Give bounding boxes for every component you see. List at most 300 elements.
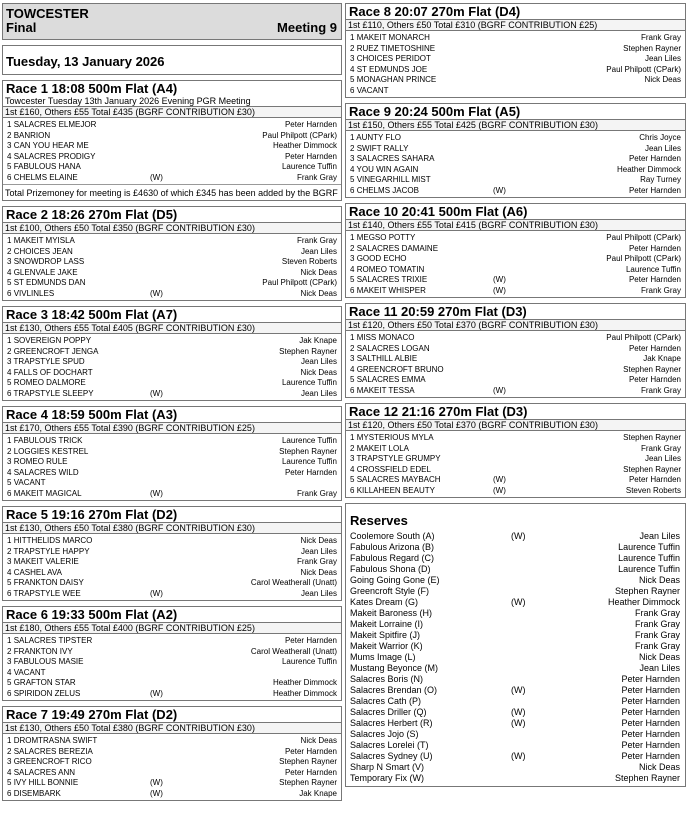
trap-number: 6 [350, 485, 355, 495]
trap-number: 3 [7, 457, 12, 466]
trap-number: 1 [7, 736, 12, 745]
runner-dog [7, 489, 82, 500]
trainer-name: Heather Dimmock [272, 688, 337, 698]
trap-number: 3 [7, 757, 12, 766]
runner-dog [7, 578, 84, 589]
runner-list [3, 534, 341, 600]
trainer-name: Peter Harnden [621, 707, 680, 717]
runner-row [5, 278, 339, 289]
trainer-name: Laurence Tuffin [281, 457, 337, 466]
trainer-name: Nick Deas [300, 288, 337, 298]
trap-number: 1 [350, 233, 355, 242]
withdrawn-marker: (W) [511, 685, 526, 695]
reserve-dog: Makeit Warrior (K) [350, 641, 423, 651]
race-card [2, 406, 342, 501]
runner-dog [7, 162, 81, 173]
trap-number: 4 [7, 667, 12, 677]
dog-name: SWIFT RALLY [356, 143, 409, 153]
reserve-row [349, 553, 682, 564]
runner-dog [7, 636, 92, 647]
runner-dog [350, 386, 415, 397]
runner-row [5, 647, 339, 658]
dog-name: IVY HILL BONNIE [13, 778, 79, 787]
runner-row [348, 86, 683, 97]
trainer-name: Nick Deas [638, 762, 680, 772]
runner-row [348, 475, 683, 486]
trap-number: 4 [350, 164, 355, 174]
runner-dog [7, 778, 78, 789]
trainer-name: Peter Harnden [628, 475, 681, 484]
runner-dog [7, 468, 79, 479]
withdrawn-marker: (W) [493, 485, 506, 495]
dog-name: VINEGARHILL MIST [356, 175, 431, 184]
runner-row [348, 75, 683, 86]
dog-name: SOVEREIGN POPPY [13, 336, 92, 345]
runner-dog [7, 289, 54, 300]
trainer-name: Peter Harnden [628, 343, 681, 353]
race-card [2, 706, 342, 801]
race-title: Race 12 21:16 270m Flat (D3) [349, 404, 528, 419]
reserve-row [349, 542, 682, 553]
trainer-name: Jean Liles [644, 54, 681, 63]
dog-name: SPIRIDON ZELUS [13, 688, 81, 698]
meeting-header [2, 3, 342, 40]
trap-number: 4 [7, 267, 12, 277]
trap-number: 1 [7, 236, 12, 245]
dog-name: TRAPSTYLE HAPPY [13, 546, 90, 556]
runner-dog [7, 557, 79, 568]
trainer-name: Stephen Rayner [279, 757, 337, 766]
prize-total-note: Total Prizemoney for meeting is £4630 of which £345 has been added by the BGRF [3, 184, 341, 200]
runner-dog [350, 354, 417, 365]
runner-row [5, 468, 339, 479]
reserve-dog: Salacres Driller (Q) [350, 707, 427, 717]
runner-row [5, 736, 339, 747]
race-prize: 1st £180, Others £55 Total £400 (BGRF CONTRIBUTION £25) [3, 622, 341, 634]
reserve-row [349, 597, 682, 608]
dog-name: MYSTERIOUS MYLA [356, 433, 434, 442]
trap-number: 3 [350, 254, 355, 263]
dog-name: SALACRES DAMAINE [356, 243, 439, 253]
runner-row [348, 433, 683, 444]
trainer-name: Nick Deas [300, 367, 337, 377]
runner-dog [7, 131, 50, 142]
race-card [345, 3, 686, 98]
reserve-row [349, 630, 682, 641]
race-title: Race 1 18:08 500m Flat (A4) [6, 81, 178, 96]
reserve-dog: Fabulous Arizona (B) [350, 542, 435, 552]
trainer-name: Frank Gray [634, 619, 680, 629]
trap-number: 2 [7, 346, 12, 356]
trainer-name: Frank Gray [296, 488, 337, 498]
dog-name: SALACRES WILD [13, 467, 79, 477]
runner-row [5, 789, 339, 800]
trap-number: 3 [7, 257, 12, 266]
trainer-name: Jean Liles [300, 357, 337, 366]
trainer-name: Carol Weatherall (Unatt) [250, 646, 337, 656]
reserve-dog: Makeit Lorraine (I) [350, 619, 424, 629]
race-prize: 1st £100, Others £50 Total £350 (BGRF CONTRIBUTION £30) [3, 222, 341, 234]
runner-dog [7, 368, 93, 379]
runner-row [348, 386, 683, 397]
reserves-list [346, 531, 685, 786]
trap-number: 1 [7, 336, 12, 345]
runner-dog [7, 668, 46, 679]
runner-dog [350, 44, 435, 55]
runner-row [348, 454, 683, 465]
runner-list [346, 331, 685, 397]
trap-number: 2 [7, 546, 12, 556]
trainer-name: Frank Gray [296, 172, 337, 182]
trainer-name: Jean Liles [300, 246, 337, 256]
dog-name: CHOICES PERIDOT [356, 54, 431, 63]
trap-number: 6 [7, 288, 12, 298]
runner-dog [350, 375, 426, 386]
reserve-dog: Temporary Fix (W) [350, 773, 424, 783]
trap-number: 4 [7, 567, 12, 577]
trap-number: 6 [7, 788, 12, 798]
withdrawn-marker: (W) [150, 172, 163, 182]
trainer-name: Jean Liles [300, 546, 337, 556]
reserve-dog: Going Going Gone (E) [350, 575, 440, 585]
dog-name: FRANKTON DAISY [13, 578, 84, 587]
reserve-row [349, 729, 682, 740]
runner-row [5, 357, 339, 368]
runner-dog [350, 475, 441, 486]
race-title: Race 5 19:16 270m Flat (D2) [6, 507, 178, 522]
dog-name: ST EDMUNDS DAN [13, 278, 86, 287]
race-prize: 1st £110, Others £50 Total £310 (BGRF CONTRIBUTION £25) [346, 19, 685, 31]
trap-number: 2 [350, 143, 355, 153]
trap-number: 4 [7, 467, 12, 477]
runner-dog [7, 589, 81, 600]
dog-name: FALLS OF DOCHART [13, 367, 93, 377]
trap-number: 2 [7, 446, 12, 456]
trap-number: 2 [350, 443, 355, 453]
trap-number: 5 [7, 378, 12, 387]
trainer-name: Peter Harnden [284, 467, 337, 477]
runner-dog [7, 736, 97, 747]
trap-number: 4 [350, 464, 355, 474]
runner-dog [350, 133, 401, 144]
dog-name: MAKEIT MAGICAL [13, 488, 82, 498]
trap-number: 6 [7, 172, 12, 182]
trap-number: 6 [350, 85, 355, 95]
reserve-row [349, 696, 682, 707]
trap-number: 4 [7, 767, 12, 777]
trainer-name: Nick Deas [300, 536, 337, 545]
reserve-row [349, 564, 682, 575]
runner-dog [7, 657, 83, 668]
trainer-name: Nick Deas [300, 267, 337, 277]
dog-name: SALACRES MAYBACH [356, 475, 441, 484]
runner-dog [7, 536, 92, 547]
trap-number: 4 [350, 264, 355, 274]
trap-number: 2 [7, 646, 12, 656]
race-card [2, 80, 342, 201]
dog-name: YOU WIN AGAIN [356, 164, 419, 174]
runner-row [5, 478, 339, 489]
dog-name: CHELMS JACOB [356, 185, 419, 195]
trainer-name: Peter Harnden [621, 729, 680, 739]
runner-list [3, 234, 341, 300]
dog-name: AUNTY FLO [356, 133, 401, 142]
runner-row [348, 365, 683, 376]
runner-row [348, 44, 683, 55]
trainer-name: Heather Dimmock [616, 164, 681, 174]
runner-list [346, 431, 685, 497]
trap-number: 2 [7, 130, 12, 140]
trap-number: 5 [7, 578, 12, 587]
dog-name: ROMEO RULE [13, 457, 68, 466]
reserve-row [349, 685, 682, 696]
runner-row [5, 347, 339, 358]
runner-row [5, 657, 339, 668]
trap-number: 5 [350, 175, 355, 184]
trap-number: 3 [7, 141, 12, 150]
trainer-name: Peter Harnden [621, 674, 680, 684]
race-card [2, 506, 342, 601]
reserve-row [349, 641, 682, 652]
runner-row [348, 165, 683, 176]
trap-number: 2 [7, 746, 12, 756]
reserve-dog: Greencroft Style (F) [350, 586, 430, 596]
runner-dog [350, 154, 435, 165]
race-title: Race 4 18:59 500m Flat (A3) [6, 407, 178, 422]
race-title: Race 6 19:33 500m Flat (A2) [6, 607, 178, 622]
trap-number: 6 [7, 488, 12, 498]
runner-dog [350, 444, 409, 455]
runner-dog [350, 65, 427, 76]
trainer-name: Peter Harnden [628, 185, 681, 195]
trap-number: 1 [350, 433, 355, 442]
trainer-name: Stephen Rayner [279, 446, 337, 456]
runner-row [5, 578, 339, 589]
trap-number: 1 [7, 120, 12, 129]
dog-name: CHELMS ELAINE [13, 172, 78, 182]
withdrawn-marker: (W) [511, 597, 526, 607]
trainer-name: Nick Deas [300, 567, 337, 577]
runner-row [5, 336, 339, 347]
runner-dog [7, 236, 75, 247]
withdrawn-marker: (W) [493, 275, 506, 284]
trap-number: 5 [7, 162, 12, 171]
dog-name: TRAPSTYLE SPUD [13, 357, 85, 366]
trainer-name: Paul Philpott (CPark) [606, 64, 681, 74]
runner-row [5, 636, 339, 647]
runner-dog [7, 678, 76, 689]
dog-name: SALTHILL ALBIE [356, 354, 418, 363]
race-card [345, 403, 686, 498]
runner-row [5, 678, 339, 689]
trap-number: 2 [350, 343, 355, 353]
race-title: Race 9 20:24 500m Flat (A5) [349, 104, 521, 119]
runner-row [5, 557, 339, 568]
runner-dog [7, 257, 84, 268]
runner-row [5, 668, 339, 679]
dog-name: GREENCROFT BRUNO [356, 364, 444, 374]
runner-dog [350, 365, 444, 376]
trainer-name: Stephen Rayner [614, 773, 680, 783]
dog-name: MAKEIT LOLA [356, 443, 410, 453]
trap-number: 6 [7, 588, 12, 598]
race-title: Race 11 20:59 270m Flat (D3) [349, 304, 527, 319]
trainer-name: Jean Liles [300, 388, 337, 398]
trainer-name: Frank Gray [640, 285, 681, 295]
reserve-row [349, 575, 682, 586]
runner-dog [7, 120, 96, 131]
dog-name: TRAPSTYLE SLEEPY [13, 388, 94, 398]
race-prize: 1st £160, Others £55 Total £435 (BGRF CONTRIBUTION £30) [3, 106, 341, 118]
runner-dog [350, 254, 406, 265]
trap-number: 3 [350, 354, 355, 363]
reserve-dog: Salacres Lorelei (T) [350, 740, 429, 750]
trainer-name: Nick Deas [638, 652, 680, 662]
runner-row [5, 247, 339, 258]
reserve-row [349, 663, 682, 674]
trainer-name: Steven Roberts [281, 257, 337, 266]
trainer-name: Laurence Tuffin [281, 162, 337, 171]
reserve-row [349, 674, 682, 685]
trainer-name: Laurence Tuffin [281, 378, 337, 387]
runner-dog [7, 141, 89, 152]
dog-name: GLENVALE JAKE [13, 267, 78, 277]
trainer-name: Jak Knape [643, 354, 681, 363]
dog-name: FABULOUS MASIE [13, 657, 84, 666]
trainer-name: Paul Philpott (CPark) [606, 233, 681, 242]
trap-number: 5 [350, 475, 355, 484]
runner-dog [7, 278, 86, 289]
trap-number: 3 [7, 557, 12, 566]
trainer-name: Steven Roberts [625, 485, 681, 495]
runner-row [348, 244, 683, 255]
runner-row [5, 120, 339, 131]
race-prize: 1st £140, Others £55 Total £415 (BGRF CONTRIBUTION £30) [346, 219, 685, 231]
reserve-dog: Fabulous Regard (C) [350, 553, 435, 563]
trainer-name: Paul Philpott (CPark) [262, 130, 337, 140]
reserve-row [349, 751, 682, 762]
reserve-dog: Salacres Jojo (S) [350, 729, 419, 739]
trap-number: 3 [350, 154, 355, 163]
trap-number: 5 [7, 778, 12, 787]
runner-row [348, 154, 683, 165]
runner-dog [7, 457, 67, 468]
trainer-name: Jak Knape [299, 788, 337, 798]
runner-dog [7, 247, 73, 258]
reserve-dog: Salacres Herbert (R) [350, 718, 433, 728]
reserves-title: Reserves [350, 513, 408, 528]
trap-number: 3 [7, 357, 12, 366]
runner-dog [350, 333, 414, 344]
dog-name: ROMEO TOMATIN [356, 264, 425, 274]
withdrawn-marker: (W) [493, 285, 506, 295]
runner-dog [7, 478, 46, 489]
runner-row [5, 768, 339, 779]
dog-name: CHOICES JEAN [13, 246, 73, 256]
reserve-dog: Mustang Beyonce (M) [350, 663, 439, 673]
trainer-name: Jean Liles [644, 143, 681, 153]
runner-dog [7, 357, 85, 368]
runner-row [348, 465, 683, 476]
trainer-name: Peter Harnden [621, 685, 680, 695]
race-prize: 1st £130, Others £55 Total £405 (BGRF CONTRIBUTION £30) [3, 322, 341, 334]
runner-list [3, 118, 341, 184]
trainer-name: Frank Gray [634, 641, 680, 651]
runner-dog [350, 454, 441, 465]
trainer-name: Jean Liles [644, 454, 681, 463]
runner-dog [7, 378, 86, 389]
runner-dog [7, 757, 92, 768]
runner-row [348, 344, 683, 355]
race-subtitle: Towcester Tuesday 13th January 2026 Evening PGR Meeting [5, 96, 251, 106]
reserve-dog: Salacres Cath (P) [350, 696, 422, 706]
dog-name: MAKEIT MONARCH [356, 33, 430, 42]
runner-row [5, 152, 339, 163]
trap-number: 6 [7, 388, 12, 398]
runner-dog [350, 244, 438, 255]
reserve-dog: Coolemore South (A) [350, 531, 435, 541]
race-card [2, 206, 342, 301]
runner-dog [350, 144, 408, 155]
trainer-name: Carol Weatherall (Unatt) [250, 578, 337, 587]
race-prize: 1st £130, Others £50 Total £380 (BGRF CONTRIBUTION £30) [3, 522, 341, 534]
runner-row [5, 489, 339, 500]
trap-number: 6 [350, 185, 355, 195]
trainer-name: Stephen Rayner [623, 364, 681, 374]
runner-dog [350, 86, 389, 97]
withdrawn-marker: (W) [493, 475, 506, 484]
dog-name: CROSSFIELD EDEL [356, 464, 431, 474]
runner-dog [7, 436, 82, 447]
withdrawn-marker: (W) [511, 707, 526, 717]
runner-dog [7, 347, 98, 358]
trainer-name: Chris Joyce [639, 133, 681, 142]
dog-name: GREENCROFT JENGA [13, 346, 99, 356]
runner-row [348, 286, 683, 297]
trap-number: 6 [350, 285, 355, 295]
trainer-name: Peter Harnden [621, 718, 680, 728]
trainer-name: Peter Harnden [621, 696, 680, 706]
reserve-dog: Makeit Spitfire (J) [350, 630, 421, 640]
runner-row [348, 486, 683, 497]
dog-name: SALACRES EMMA [356, 375, 426, 384]
trap-number: 2 [7, 246, 12, 256]
runner-row [348, 444, 683, 455]
trap-number: 6 [7, 688, 12, 698]
runner-dog [7, 789, 61, 800]
left-column [2, 3, 342, 806]
dog-name: SALACRES TIPSTER [13, 636, 93, 645]
trainer-name: Laurence Tuffin [281, 657, 337, 666]
trainer-name: Laurence Tuffin [618, 564, 680, 574]
runner-row [5, 447, 339, 458]
dog-name: RUEZ TIMETOSHINE [356, 43, 436, 53]
trainer-name: Peter Harnden [621, 740, 680, 750]
runner-dog [350, 465, 431, 476]
dog-name: FRANKTON IVY [13, 646, 73, 656]
dog-name: ROMEO DALMORE [13, 378, 86, 387]
runner-row [5, 389, 339, 400]
trainer-name: Ray Turney [640, 175, 681, 184]
runner-row [5, 436, 339, 447]
runner-list [346, 231, 685, 297]
runner-dog [7, 747, 93, 758]
runner-row [5, 457, 339, 468]
runner-row [5, 162, 339, 173]
reserves-panel [345, 503, 686, 787]
runner-row [5, 568, 339, 579]
dog-name: VIVLINLES [13, 288, 55, 298]
